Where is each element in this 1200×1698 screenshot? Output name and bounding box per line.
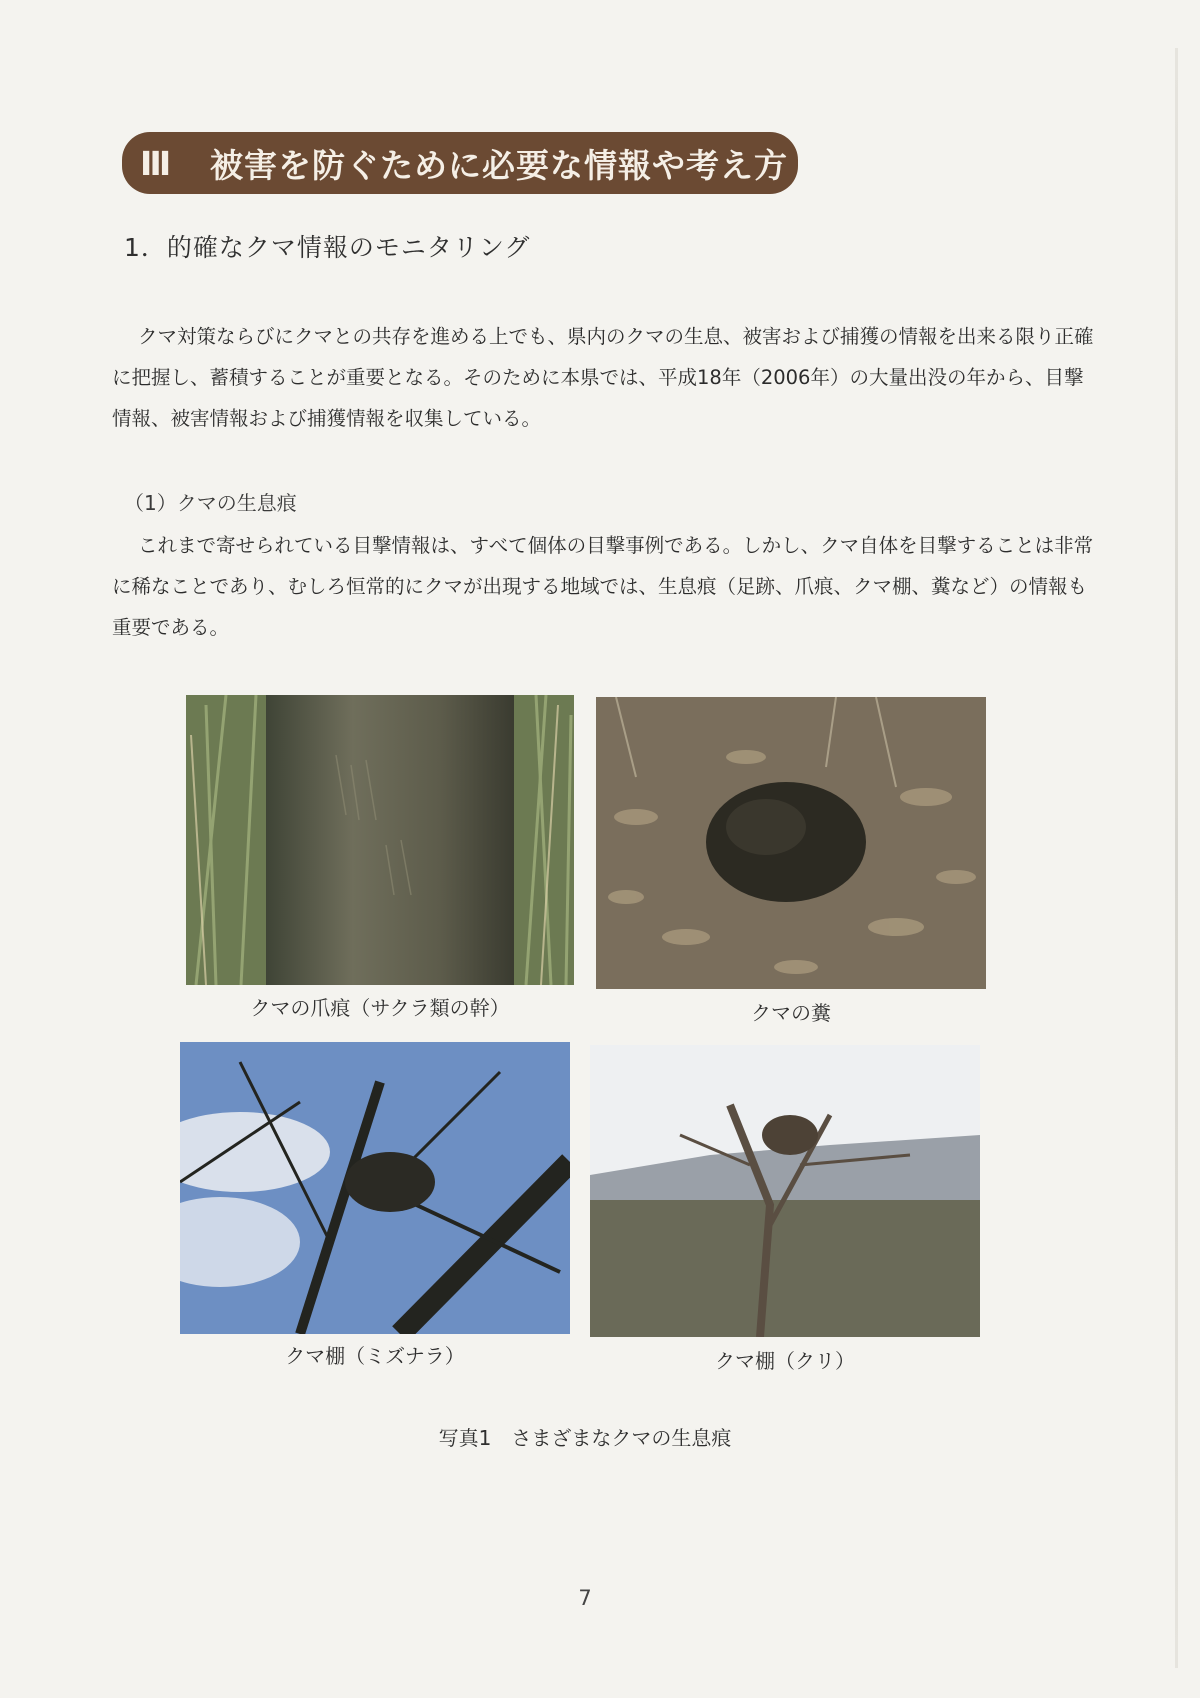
chapter-title: 被害を防ぐために必要な情報や考え方 [210,145,788,185]
photo-bear-nest-oak [180,1042,570,1334]
photo-bear-droppings [596,697,986,989]
chapter-number: Ⅲ [140,143,173,183]
photo-caption: クマの爪痕（サクラ類の幹） [250,996,510,1020]
figure-caption: 写真1 さまざまなクマの生息痕 [438,1426,732,1450]
page-number: 7 [578,1586,592,1610]
section-heading: 1．的確なクマ情報のモニタリング [124,233,531,262]
subsection-heading: （1）クマの生息痕 [124,491,297,515]
photo-caption: クマの糞 [751,1001,831,1025]
page-edge-shadow [1175,48,1178,1668]
intro-paragraph: クマ対策ならびにクマとの共存を進める上でも、県内のクマの生息、被害および捕獲の情報を出来る限り正確に把握し、蓄積することが重要となる。そのために本県では、平成18年（2006年）の大量出没の年から、目撃情報、被害情報および捕獲情報を収集している。 [112,325,1094,430]
photo-caption: クマ棚（ミズナラ） [285,1344,465,1368]
photo-bear-nest-chestnut [590,1045,980,1337]
photo-caption: クマ棚（クリ） [715,1349,855,1373]
subsection-paragraph: これまで寄せられている目撃情報は、すべて個体の目撃事例である。しかし、クマ自体を目撃することは非常に稀なことであり、むしろ恒常的にクマが出現する地域では、生息痕（足跡、爪痕、クマ棚、糞など）の情報も重要である。 [112,534,1094,639]
chapter-banner [122,132,798,194]
photo-claw-marks [186,695,574,985]
